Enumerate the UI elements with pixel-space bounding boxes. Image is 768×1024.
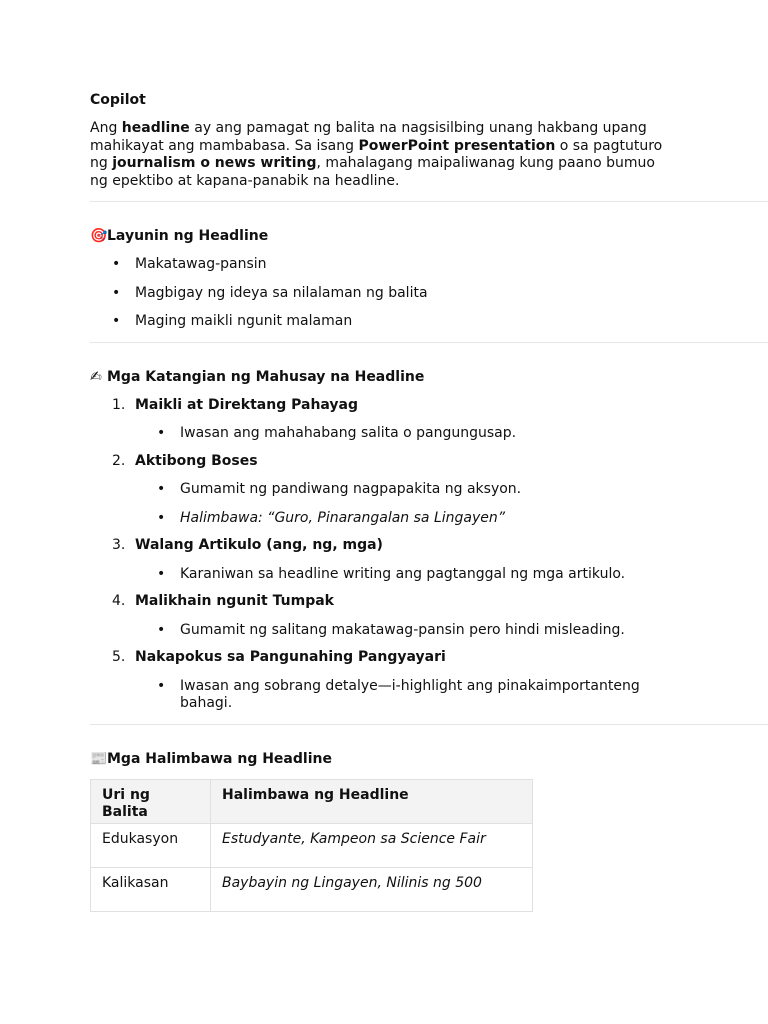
list-item — [135, 481, 640, 499]
feature-point: Iwasan ang sobrang detalye—i-highlight ang pinakaimportanteng bahagi. — [180, 677, 640, 711]
intro-text: o sa pagtuturo ng — [90, 137, 663, 171]
bullet-icon: • — [157, 425, 166, 441]
news-type-cell: Edukasyon — [91, 823, 211, 867]
table-row — [91, 823, 533, 867]
feature-item — [90, 453, 768, 528]
section-divider — [90, 724, 768, 725]
item-number: 1. — [112, 396, 126, 413]
feature-points — [135, 622, 768, 640]
feature-point: Iwasan ang mahahabang salita o pangungusap. — [180, 425, 517, 441]
feature-title: Nakapokus sa Pangunahing Pangyayari — [135, 649, 446, 665]
item-number: 4. — [112, 593, 126, 609]
intro-text: , mahalagang maipaliwanag kung paano bumuo ng epektibo at kapana-panabik na headline. — [90, 155, 655, 189]
bullet-icon: • — [112, 256, 121, 272]
features-heading-text: Mga Katangian ng Mahusay na Headline — [107, 368, 425, 385]
feature-title: Aktibong Boses — [135, 452, 258, 469]
feature-item — [90, 649, 768, 713]
newspaper-icon: 📰 — [90, 750, 108, 767]
list-item — [135, 425, 640, 443]
goals-heading-text: Layunin ng Headline — [107, 228, 269, 244]
item-number: 2. — [112, 452, 126, 469]
examples-heading — [90, 751, 768, 769]
table-header-row — [91, 779, 533, 823]
list-item — [135, 566, 640, 584]
bullet-icon: • — [157, 677, 166, 694]
news-type-cell: Kalikasan — [91, 867, 211, 911]
feature-points — [135, 678, 768, 713]
item-number: 3. — [112, 537, 126, 553]
target-icon: 🎯 — [90, 228, 108, 244]
feature-title: Walang Artikulo (ang, ng, mga) — [135, 537, 383, 553]
bullet-icon: • — [157, 621, 166, 638]
list-item — [135, 510, 640, 528]
column-header-example: Halimbawa ng Headline — [211, 779, 533, 823]
list-item — [135, 678, 640, 713]
feature-item — [90, 537, 768, 583]
writing-hand-icon: ✍ — [90, 368, 102, 385]
intro-keyword-journalism: journalism o news writing — [112, 155, 317, 171]
features-list — [90, 397, 768, 713]
column-header-type: Uri ng Balita — [91, 779, 211, 823]
list-item — [90, 313, 768, 331]
section-divider — [90, 342, 768, 343]
section-divider — [90, 201, 768, 202]
feature-point: Gumamit ng salitang makatawag-pansin pero hindi misleading. — [180, 621, 625, 638]
list-item — [90, 285, 768, 303]
intro-keyword-powerpoint: PowerPoint presentation — [358, 137, 556, 154]
examples-heading-text: Mga Halimbawa ng Headline — [107, 750, 332, 767]
bullet-icon: • — [112, 284, 121, 301]
goals-list — [90, 256, 768, 331]
intro-text: Ang — [90, 120, 122, 136]
feature-points — [135, 425, 768, 443]
bullet-icon: • — [112, 313, 121, 329]
feature-item — [90, 593, 768, 639]
feature-point: Karaniwan sa headline writing ang pagtanggal ng mga artikulo. — [180, 565, 626, 582]
goal-text: Maging maikli ngunit malaman — [135, 313, 353, 329]
feature-title: Malikhain ngunit Tumpak — [135, 593, 334, 609]
table-row — [91, 867, 533, 911]
bullet-icon: • — [157, 565, 166, 582]
item-number: 5. — [112, 649, 126, 665]
feature-points — [135, 481, 768, 527]
feature-point: Gumamit ng pandiwang nagpapakita ng aksyon. — [180, 481, 522, 497]
feature-example: Halimbawa: “Guro, Pinarangalan sa Lingayen” — [180, 509, 506, 526]
feature-points — [135, 566, 768, 584]
intro-text: ay ang pamagat ng balita na nagsisilbing unang hakbang upang mahikayat ang mambabasa. Sa isang — [90, 120, 647, 154]
goal-text: Makatawag-pansin — [135, 256, 267, 272]
bullet-icon: • — [157, 509, 166, 526]
list-item — [90, 256, 768, 274]
feature-title: Maikli at Direktang Pahayag — [135, 396, 359, 413]
author-label: Copilot — [90, 92, 146, 108]
examples-table — [90, 779, 533, 912]
copilot-response — [90, 92, 768, 912]
features-heading — [90, 369, 768, 387]
bullet-icon: • — [157, 481, 166, 497]
intro-keyword-headline: headline — [121, 120, 190, 136]
goals-heading — [90, 228, 768, 246]
headline-example-cell: Baybayin ng Lingayen, Nilinis ng 500 — [211, 867, 533, 911]
list-item — [135, 622, 640, 640]
feature-item — [90, 397, 768, 443]
headline-example-cell: Estudyante, Kampeon sa Science Fair — [211, 823, 533, 867]
intro-paragraph — [90, 120, 675, 190]
goal-text: Magbigay ng ideya sa nilalaman ng balita — [135, 284, 428, 301]
